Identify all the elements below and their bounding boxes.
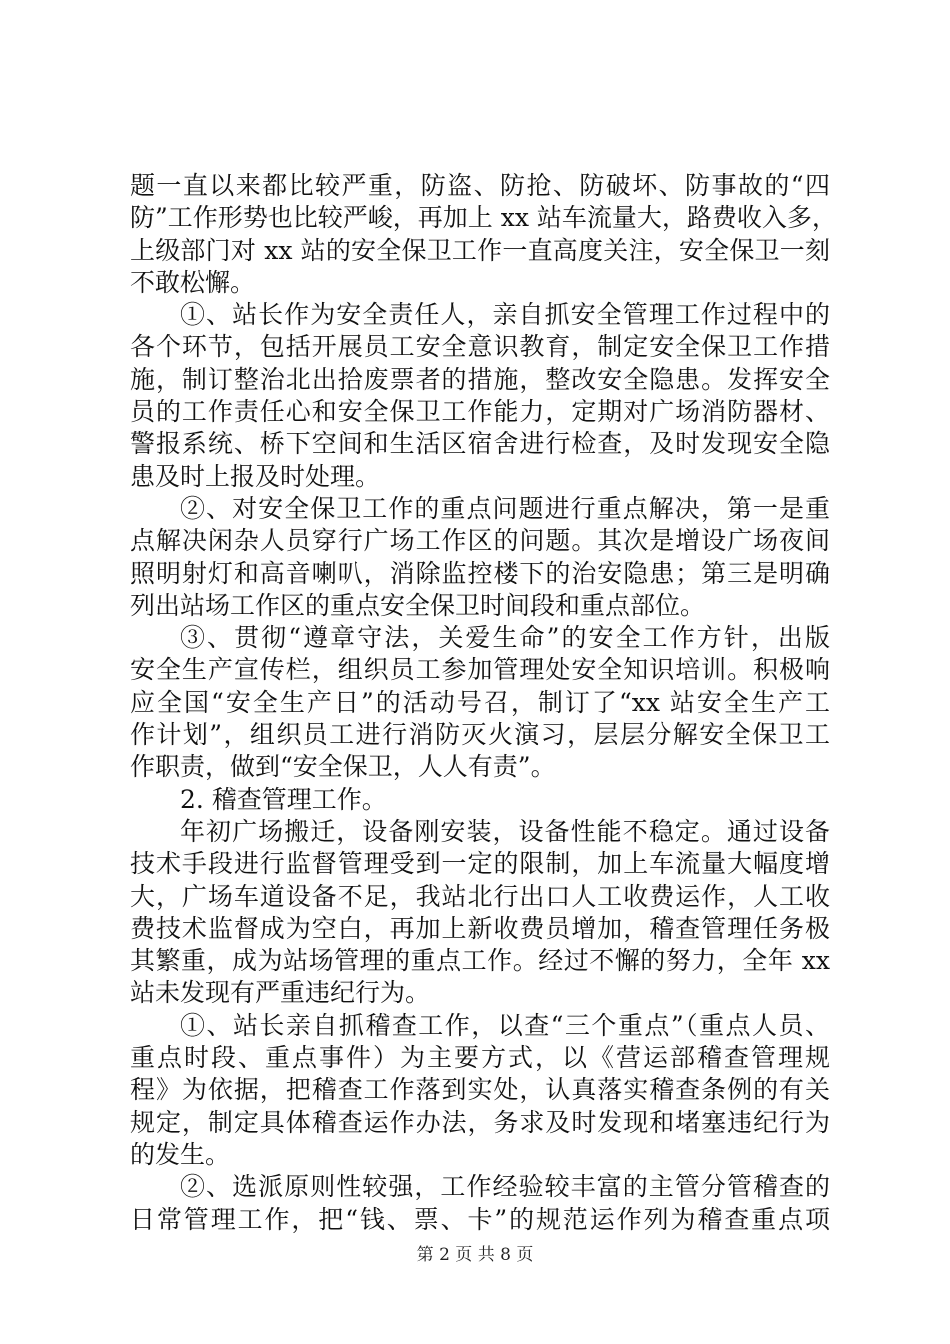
page-number-footer: 第 2 页 共 8 页 bbox=[416, 1245, 534, 1265]
section-heading: 2. 稽查管理工作。 bbox=[180, 784, 387, 814]
text-line: ①、站长作为安全责任人，亲自抓安全管理工作过程中的 bbox=[180, 300, 830, 330]
text-line: 上级部门对 xx 站的安全保卫工作一直高度关注，安全保卫一刻 bbox=[130, 235, 830, 265]
text-line: ②、选派原则性较强，工作经验较丰富的主管分管稽查的 bbox=[180, 1172, 830, 1202]
text-line: 程》为依据，把稽查工作落到实处，认真落实稽查条例的有关 bbox=[130, 1075, 830, 1105]
text-line: 施，制订整治北出拾废票者的措施，整改安全隐患。发挥安全 bbox=[130, 364, 830, 394]
text-line: 照明射灯和高音喇叭，消除监控楼下的治安隐患；第三是明确 bbox=[130, 558, 830, 588]
text-line: 题一直以来都比较严重，防盗、防抢、防破坏、防事故的“四 bbox=[130, 171, 830, 200]
text-line: 应全国“安全生产日”的活动号召，制订了“xx 站安全生产工 bbox=[130, 687, 830, 717]
text-line: 年初广场搬迁，设备刚安装，设备性能不稳定。通过设备 bbox=[180, 816, 830, 846]
text-line: 重点时段、重点事件）为主要方式，以《营运部稽查管理规 bbox=[130, 1043, 830, 1073]
text-line: 点解决闲杂人员穿行广场工作区的问题。其次是增设广场夜间 bbox=[130, 526, 830, 556]
document-body bbox=[130, 170, 837, 1236]
text-line: 技术手段进行监督管理受到一定的限制，加上车流量大幅度增 bbox=[130, 849, 830, 879]
text-line: 作计划”，组织员工进行消防灭火演习，层层分解安全保卫工 bbox=[130, 720, 830, 750]
text-line: 警报系统、桥下空间和生活区宿舍进行检查，及时发现安全隐 bbox=[130, 429, 830, 459]
text-line: 的发生。 bbox=[130, 1139, 231, 1169]
text-line: 费技术监督成为空白，再加上新收费员增加，稽查管理任务极 bbox=[130, 913, 830, 943]
text-line: 作职责，做到“安全保卫，人人有责”。 bbox=[130, 752, 556, 782]
text-line: 各个环节，包括开展员工安全意识教育，制定安全保卫工作措 bbox=[130, 332, 830, 362]
text-line: 大，广场车道设备不足，我站北行出口人工收费运作，人工收 bbox=[130, 881, 830, 911]
text-line: ③、贯彻“遵章守法，关爱生命”的安全工作方针，出版 bbox=[180, 623, 830, 653]
text-line: 防”工作形势也比较严峻，再加上 xx 站车流量大，路费收入多， bbox=[130, 203, 837, 233]
text-line: 安全生产宣传栏，组织员工参加管理处安全知识培训。积极响 bbox=[130, 655, 830, 685]
text-line: 员的工作责任心和安全保卫工作能力，定期对广场消防器材、 bbox=[130, 397, 830, 427]
text-line: ①、站长亲自抓稽查工作，以查“三个重点”（重点人员、 bbox=[180, 1010, 830, 1040]
text-line: 规定，制定具体稽查运作办法，务求及时发现和堵塞违纪行为 bbox=[130, 1107, 830, 1137]
text-line: 站未发现有严重违纪行为。 bbox=[130, 978, 431, 1008]
text-line: ②、对安全保卫工作的重点问题进行重点解决，第一是重 bbox=[180, 493, 830, 523]
text-line: 患及时上报及时处理。 bbox=[130, 461, 381, 491]
text-line: 列出站场工作区的重点安全保卫时间段和重点部位。 bbox=[130, 590, 706, 620]
text-line: 日常管理工作，把“钱、票、卡”的规范运作列为稽查重点项 bbox=[130, 1204, 830, 1234]
text-line: 不敢松懈。 bbox=[130, 267, 256, 297]
text-line: 其繁重，成为站场管理的重点工作。经过不懈的努力，全年 xx bbox=[130, 946, 830, 976]
